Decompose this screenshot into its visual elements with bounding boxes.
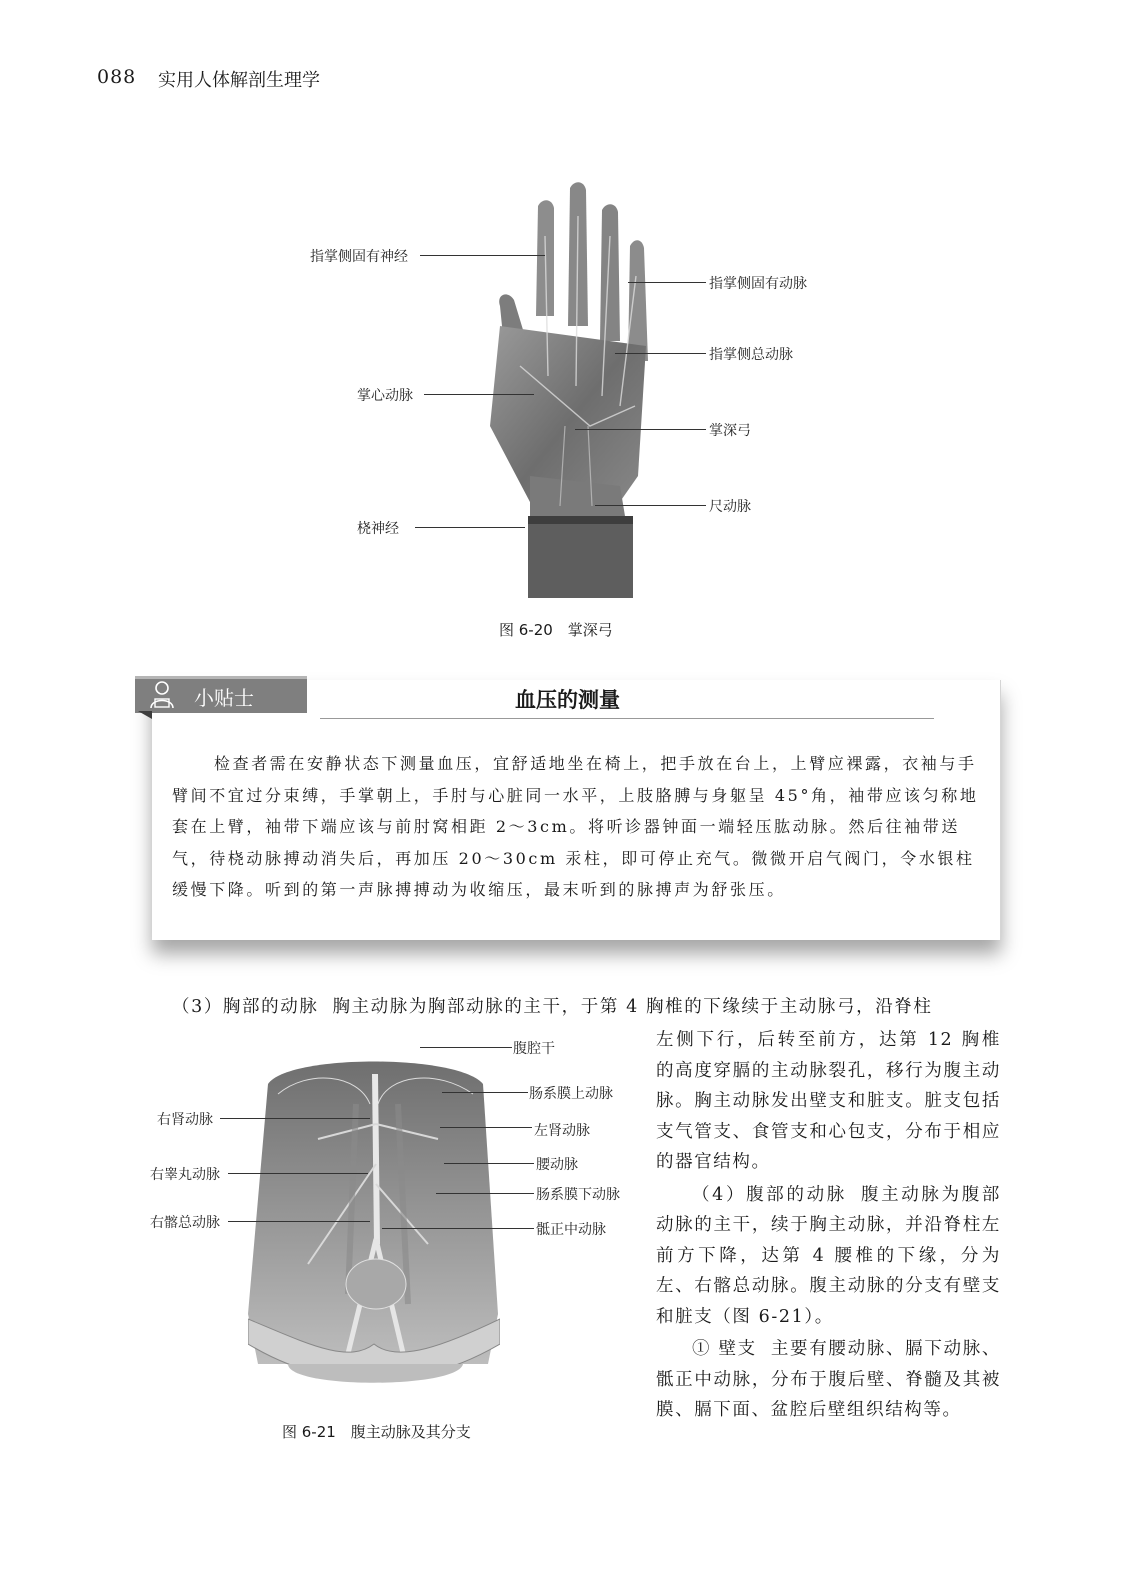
label-common-palmar-digital-artery: 指掌侧总动脉 bbox=[709, 347, 793, 363]
label-right-renal-artery: 右肾动脉 bbox=[157, 1112, 213, 1128]
figure-caption: 图 6-20 掌深弓 bbox=[499, 621, 613, 639]
label-right-testicular-artery: 右睾丸动脉 bbox=[150, 1167, 220, 1183]
person-reading-icon bbox=[146, 678, 178, 710]
leader-line bbox=[228, 1221, 370, 1222]
leader-line bbox=[220, 1118, 370, 1119]
leader-line bbox=[420, 255, 545, 256]
leader-line bbox=[424, 394, 534, 395]
section-4-paragraph bbox=[656, 1180, 1001, 1333]
leader-line bbox=[228, 1173, 368, 1174]
label-palmar-metacarpal-artery: 掌心动脉 bbox=[357, 388, 413, 404]
section-3-text: 胸主动脉为胸部动脉的主干，于第 4 胸椎的下缘续于主动脉弓，沿脊柱 bbox=[332, 997, 933, 1017]
figure-caption: 图 6-21 腹主动脉及其分支 bbox=[282, 1423, 471, 1441]
page-number: 088 bbox=[97, 66, 137, 88]
label-proper-palmar-digital-artery: 指掌侧固有动脉 bbox=[709, 276, 807, 292]
label-celiac-trunk: 腹腔干 bbox=[513, 1041, 555, 1057]
tip-title: 血压的测量 bbox=[515, 687, 620, 712]
section-3-first-line bbox=[172, 992, 1002, 1023]
label-lumbar-artery: 腰动脉 bbox=[536, 1157, 578, 1173]
section-4-heading: （4）腹部的动脉 bbox=[692, 1184, 847, 1205]
leader-line bbox=[436, 1193, 534, 1194]
leader-line bbox=[415, 527, 525, 528]
abdominal-aorta-image bbox=[248, 1044, 500, 1390]
leader-line bbox=[442, 1092, 528, 1093]
label-radial-nerve: 桡神经 bbox=[357, 521, 399, 537]
label-ulnar-artery: 尺动脉 bbox=[709, 499, 751, 515]
leader-line bbox=[440, 1127, 532, 1128]
book-title: 实用人体解剖生理学 bbox=[158, 70, 320, 91]
hand-anatomy-image bbox=[470, 176, 680, 608]
label-left-renal-artery: 左肾动脉 bbox=[534, 1123, 590, 1139]
label-inferior-mesenteric-artery: 肠系膜下动脉 bbox=[536, 1187, 620, 1203]
label-right-common-iliac-artery: 右髂总动脉 bbox=[150, 1215, 220, 1231]
tip-tab-fold bbox=[138, 711, 152, 719]
leader-line bbox=[444, 1163, 534, 1164]
section-3-heading: （3）胸部的动脉 bbox=[172, 997, 319, 1017]
leader-line bbox=[615, 353, 706, 354]
label-deep-palmar-arch: 掌深弓 bbox=[709, 423, 751, 439]
item-1-heading: ① 壁支 bbox=[692, 1339, 757, 1359]
section-4-text: 腹主动脉为腹部动脉的主干，续于胸主动脉，并沿脊柱左前方下降，达第 4 腰椎的下缘，分为左、右髂总动脉。腹主动脉的分支有壁支和脏支（图 6-21）。 bbox=[656, 1184, 1002, 1327]
tip-body bbox=[172, 748, 980, 906]
label-median-sacral-artery: 骶正中动脉 bbox=[536, 1222, 606, 1238]
leader-line bbox=[628, 282, 706, 283]
leader-line bbox=[595, 505, 706, 506]
right-column-text bbox=[656, 1025, 1001, 1426]
section-3-continuation: 左侧下行，后转至前方，达第 12 胸椎的高度穿膈的主动脉裂孔，移行为腹主动脉。胸主动脉发出壁支和脏支。脏支包括支气管支、食管支和心包支，分布于相应的器官结构。 bbox=[656, 1030, 1001, 1172]
tip-label: 小贴士 bbox=[194, 686, 254, 710]
tip-divider bbox=[320, 718, 934, 719]
label-superior-mesenteric-artery: 肠系膜上动脉 bbox=[529, 1086, 613, 1102]
item-1-paragraph bbox=[656, 1334, 1001, 1426]
item-1-text: 主要有腰动脉、膈下动脉、骶正中动脉，分布于腹后壁、脊髓及其被膜、膈下面、盆腔后壁组织结构等。 bbox=[656, 1339, 1002, 1420]
leader-line bbox=[420, 1047, 512, 1048]
leader-line bbox=[382, 1228, 534, 1229]
label-proper-palmar-digital-nerve: 指掌侧固有神经 bbox=[310, 249, 408, 265]
tip-body-text: 检查者需在安静状态下测量血压，宜舒适地坐在椅上，把手放在台上，上臂应裸露，衣袖与手臂间不宜过分束缚，手掌朝上，手肘与心脏同一水平，上肢胳膊与身躯呈 45°角，袖带应该匀称地套在上臂，袖带下端应该与前肘窝相距 2～3cm。将听诊器钟面一端轻压肱动脉。然后往袖带送气，待桡动脉搏动消失后，再加压 20～30cm 汞柱，即可停止充气。微微开启气阀门，令水银柱缓慢下降。听到的第一声脉搏搏动为收缩压，最末听到的脉搏声为舒张压。 bbox=[172, 754, 979, 899]
leader-line bbox=[575, 429, 706, 430]
